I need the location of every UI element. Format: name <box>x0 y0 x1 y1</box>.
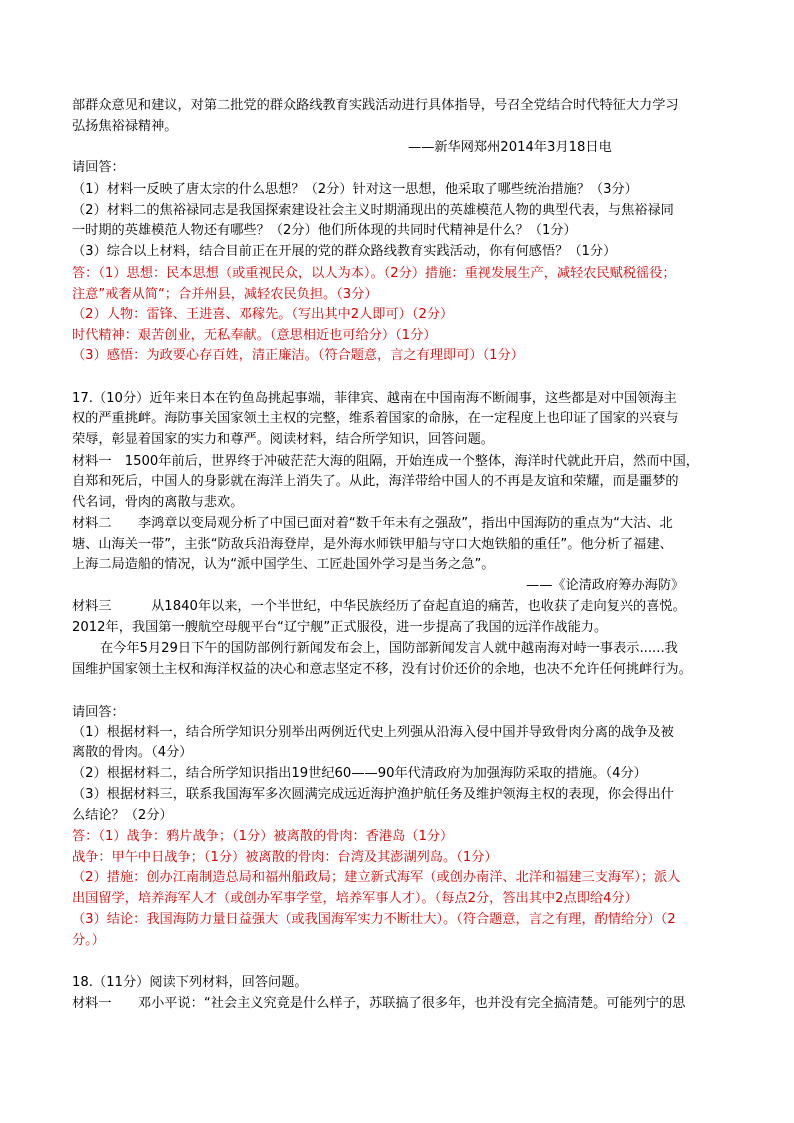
text-line: 权的严重挑衅。海防事关国家领土主权的完整，维系着国家的命脉，在一定程度上也印证了国家的兴衰与 <box>72 411 679 426</box>
material-line: 代名词，骨肉的离散与悲欢。 <box>72 495 244 510</box>
answer-line: （3）结论：我国海防力量日益强大（或我国海军实力不断壮大）。（符合题意，言之有理，酌情给分）（2 <box>72 912 676 927</box>
answer-line: 出国留学，培养海军人才（或创办军事学堂，培养军事人才）。（每点2分，答出其中2点即给4分） <box>72 891 638 906</box>
question-heading: 18.（11分）阅读下列材料，回答问题。 <box>72 975 308 990</box>
answer-line: （2）人物：雷锋、王进喜、邓稼先。（写出其中2人即可）（2分） <box>72 307 454 322</box>
material-line: 上海二局造船的情况，认为“派中国学生、工匠赴国外学习是当务之急”。 <box>72 557 495 572</box>
answer-line: 答：（1）战争：鸦片战争；（1分）被离散的骨肉：香港岛（1分） <box>72 829 454 844</box>
text-line: 荣辱，彰显着国家的实力和尊严。阅读材料，结合所学知识，回答问题。 <box>72 432 494 447</box>
answer-line: 时代精神：艰苦创业，无私奉献。（意思相近也可给分）（1分） <box>72 328 437 343</box>
question-line: 么结论？（2分） <box>72 808 173 823</box>
material-line: 在今年5月29日下午的国防部例行新闻发布会上，国防部新闻发言人就中越南海对峙一事表示......我 <box>100 641 678 656</box>
material-line: 国维护国家领土主权和海洋权益的决心和意志坚定不移，没有讨价还价的余地，也决不允许任何挑衅行为。 <box>72 662 692 677</box>
material-line: 塘、山海关一带”，主张“防敌兵沿海登岸，是外海水师铁甲船与守口大炮铁船的重任”。他分析了福建、 <box>72 537 673 552</box>
material-line: 材料一 邓小平说：“社会主义究竟是什么样子，苏联搞了很多年，也并没有完全搞清楚。可能列宁的思 <box>72 996 686 1011</box>
question-heading: 17.（10分）近年来日本在钓鱼岛挑起事端，菲律宾、越南在中国南海不断闹事，这些都是对中国领海主 <box>72 391 677 406</box>
material-line: 自郑和死后，中国人的身影就在海洋上消失了。从此，海洋带给中国人的不再是友谊和荣耀，而是噩梦的 <box>72 474 679 489</box>
question-line: （3）综合以上材料，结合目前正在开展的党的群众路线教育实践活动，你有何感悟？（1分） <box>72 244 617 259</box>
answer-line: （3）感悟：为政要心存百姓，清正廉洁。（符合题意，言之有理即可）（1分） <box>72 348 524 363</box>
material-line: 2012年，我国第一艘航空母舰平台“辽宁舰”正式服役，进一步提高了我国的远洋作战能力。 <box>72 620 608 635</box>
material-line: 材料三 从1840年以来，一个半世纪，中华民族经历了奋起直追的痛苦，也收获了走向复兴的喜悦。 <box>72 599 686 614</box>
material-line: 材料二 李鸿章以变局观分析了中国已面对着“数千年未有之强敌”，指出中国海防的重点为“大沽、北 <box>72 516 673 531</box>
answer-line: 注意”戒奢从简“；合并州县，减轻农民负担。（3分） <box>72 287 378 302</box>
question-line: （1）根据材料一，结合所学知识分别举出两例近代史上列强从沿海入侵中国并导致骨肉分离的战争及被 <box>72 725 674 740</box>
source-citation: ——《论清政府筹办海防》 <box>526 578 685 593</box>
text-line: 部群众意见和建议，对第二批党的群众路线教育实践活动进行具体指导，号召全党结合时代特征大力学习 <box>72 98 679 113</box>
answer-line: （2）措施：创办江南制造总局和福州船政局；建立新式海军（或创办南洋、北洋和福建三支海军）；派人 <box>72 870 681 885</box>
question-line: （2）根据材料二，结合所学知识指出19世纪60——90年代清政府为加强海防采取的措施。（4分） <box>72 766 647 781</box>
question-line: （1）材料一反映了唐太宗的什么思想？（2分）针对这一思想，他采取了哪些统治措施？（3分） <box>72 182 638 197</box>
answer-line: 战争：甲午中日战争；（1分）被离散的骨肉：台湾及其澎湖列岛。（1分） <box>72 850 498 865</box>
text-line: 弘扬焦裕禄精神。 <box>72 119 178 134</box>
question-line: （2）材料二的焦裕禄同志是我国探索建设社会主义时期涌现出的英雄模范人物的典型代表，与焦裕禄同 <box>72 203 674 218</box>
question-line: 离散的骨肉。（4分） <box>72 745 193 760</box>
text-line: 请回答： <box>72 160 125 175</box>
material-line: 材料一 1500年前后，世界终于冲破茫茫大海的阻隔，开始连成一个整体，海洋时代就此开启，然而中国， <box>72 454 699 469</box>
source-citation: ——新华网郑州2014年3月18日电 <box>408 140 612 155</box>
answer-line: 分。） <box>72 933 105 948</box>
answer-line: 答：（1）思想：民本思想（或重视民众，以人为本）。（2分）措施：重视发展生产，减轻农民赋税徭役； <box>72 266 676 281</box>
question-line: （3）根据材料三，联系我国海军多次圆满完成远近海护渔护航任务及维护领海主权的表现，你会得出什 <box>72 787 674 802</box>
text-line: 请回答： <box>72 705 125 720</box>
question-line: 一时期的英雄模范人物还有哪些？（2分）他们所体现的共同时代精神是什么？（1分） <box>72 223 577 238</box>
